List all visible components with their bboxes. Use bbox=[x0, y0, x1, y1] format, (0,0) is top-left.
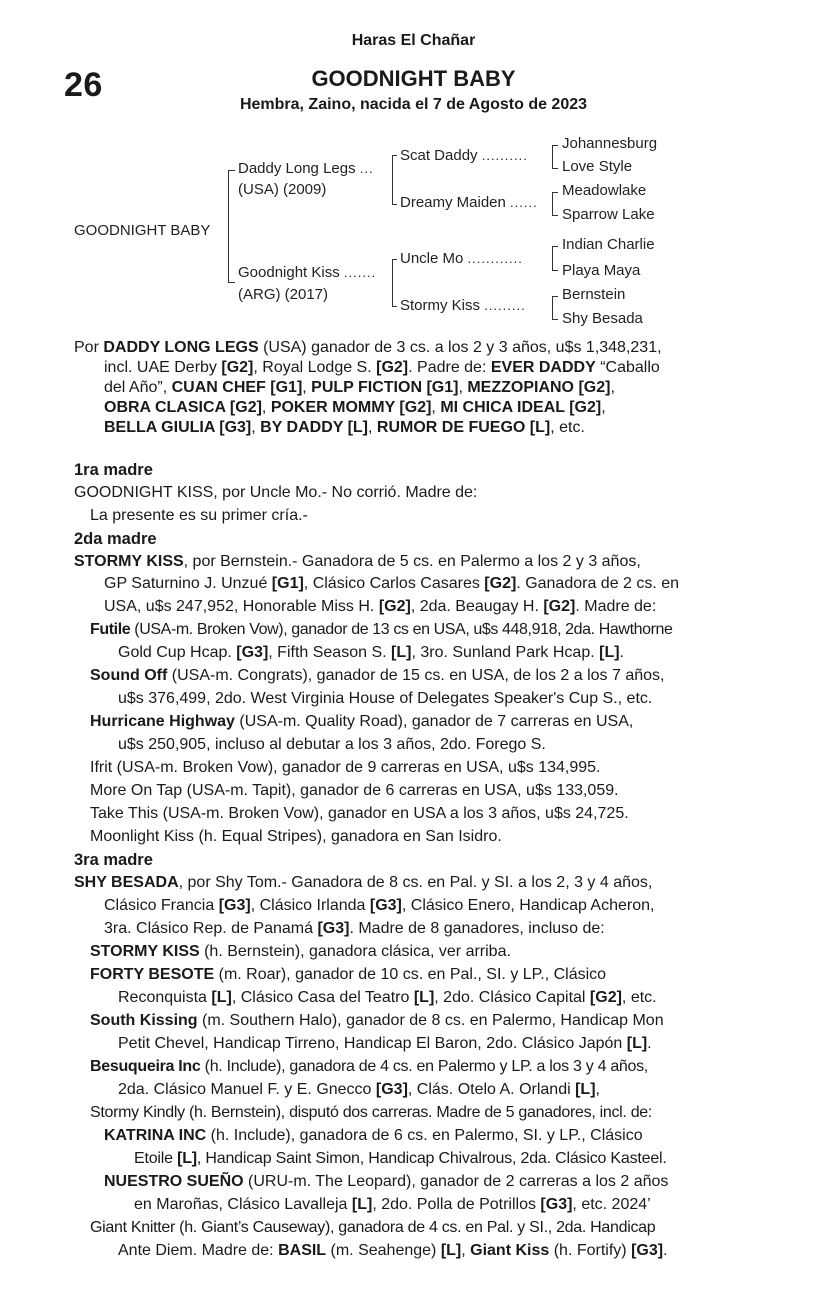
bracket-line bbox=[228, 282, 235, 283]
sire-dam: Dreamy Maiden ...... bbox=[400, 194, 538, 211]
bracket-line bbox=[552, 168, 558, 169]
bracket-line bbox=[552, 246, 558, 247]
horse-name: GOODNIGHT BABY bbox=[311, 66, 516, 91]
text-line: Ifrit (USA-m. Broken Vow), ganador de 9 carreras en USA, u$s 134,995. bbox=[90, 759, 601, 776]
ancestor-8: Shy Besada bbox=[562, 310, 643, 327]
bracket-line bbox=[552, 246, 553, 271]
text-line: Etoile [L], Handicap Saint Simon, Handicap Chivalrous, 2da. Clásico Kasteel. bbox=[134, 1150, 667, 1167]
text-line: STORMY KISS (h. Bernstein), ganadora clásica, ver arriba. bbox=[90, 943, 511, 960]
pedigree-subject: GOODNIGHT BABY bbox=[74, 222, 211, 239]
text-line: Hurricane Highway (USA-m. Quality Road), ganador de 7 carreras en USA, bbox=[90, 713, 634, 730]
bracket-line bbox=[228, 170, 229, 283]
text-line: GOODNIGHT KISS, por Uncle Mo.- No corrió. Madre de: bbox=[74, 484, 478, 501]
text-line: Futile (USA-m. Broken Vow), ganador de 13 cs en USA, u$s 448,918, 2da. Hawthorne bbox=[90, 621, 673, 638]
bracket-line bbox=[392, 306, 397, 307]
text-line: Por DADDY LONG LEGS (USA) ganador de 3 cs. a los 2 y 3 años, u$s 1,348,231, bbox=[74, 339, 662, 356]
text-line: Besuqueira Inc (h. Include), ganadora de 4 cs. en Palermo y LP. a los 3 y 4 años, bbox=[90, 1058, 648, 1075]
dam-dam: Stormy Kiss ......... bbox=[400, 297, 526, 314]
section-heading: 1ra madre bbox=[74, 461, 153, 479]
text-line: OBRA CLASICA [G2], POKER MOMMY [G2], MI CHICA IDEAL [G2], bbox=[104, 399, 606, 416]
text-line: KATRINA INC (h. Include), ganadora de 6 cs. en Palermo, SI. y LP., Clásico bbox=[104, 1127, 643, 1144]
text-line: FORTY BESOTE (m. Roar), ganador de 10 cs. en Pal., SI. y LP., Clásico bbox=[90, 966, 607, 983]
bracket-line bbox=[552, 296, 558, 297]
text-line: GP Saturnino J. Unzué [G1], Clásico Carlos Casares [G2]. Ganadora de 2 cs. en bbox=[104, 575, 680, 592]
bracket-line bbox=[228, 170, 235, 171]
bracket-line bbox=[552, 192, 553, 216]
lot-number: 26 bbox=[64, 66, 103, 104]
bracket-line bbox=[552, 296, 553, 320]
text-line: Giant Knitter (h. Giant’s Causeway), ganadora de 4 cs. en Pal. y SI., 2da. Handicap bbox=[90, 1219, 656, 1236]
text-line: STORMY KISS, por Bernstein.- Ganadora de 5 cs. en Palermo a los 2 y 3 años, bbox=[74, 553, 641, 570]
text-line: Gold Cup Hcap. [G3], Fifth Season S. [L], 3ro. Sunland Park Hcap. [L]. bbox=[118, 644, 624, 661]
farm-name: Haras El Chañar bbox=[351, 32, 476, 49]
text-line: 3ra. Clásico Rep. de Panamá [G3]. Madre de 8 ganadores, incluso de: bbox=[104, 920, 605, 937]
horse-description: Hembra, Zaino, nacida el 7 de Agosto de 2023 bbox=[239, 96, 588, 113]
dam-sire: Uncle Mo ............ bbox=[400, 250, 523, 267]
text-line: en Maroñas, Clásico Lavalleja [L], 2do. Polla de Potrillos [G3], etc. 2024’ bbox=[134, 1196, 651, 1213]
bracket-line bbox=[392, 259, 397, 260]
text-line: incl. UAE Derby [G2], Royal Lodge S. [G2]. Padre de: EVER DADDY “Caballo bbox=[104, 359, 660, 376]
bracket-line bbox=[552, 145, 553, 169]
sire-detail: (USA) (2009) bbox=[238, 181, 327, 198]
text-line: Take This (USA-m. Broken Vow), ganador en USA a los 3 años, u$s 24,725. bbox=[90, 805, 629, 822]
ancestor-7: Bernstein bbox=[562, 286, 626, 303]
text-line: Sound Off (USA-m. Congrats), ganador de 15 cs. en USA, de los 2 a los 7 años, bbox=[90, 667, 665, 684]
text-line: del Año”, CUAN CHEF [G1], PULP FICTION [G1], MEZZOPIANO [G2], bbox=[104, 379, 615, 396]
ancestor-1: Johannesburg bbox=[562, 135, 658, 152]
text-line: BELLA GIULIA [G3], BY DADDY [L], RUMOR DE FUEGO [L], etc. bbox=[104, 419, 585, 436]
text-line: More On Tap (USA-m. Tapit), ganador de 6 carreras en USA, u$s 133,059. bbox=[90, 782, 619, 799]
bracket-line bbox=[552, 215, 558, 216]
section-heading: 3ra madre bbox=[74, 851, 153, 869]
text-line: NUESTRO SUEÑO (URU-m. The Leopard), ganador de 2 carreras a los 2 años bbox=[104, 1173, 669, 1190]
ancestor-3: Meadowlake bbox=[562, 182, 647, 199]
text-line: SHY BESADA, por Shy Tom.- Ganadora de 8 cs. en Pal. y SI. a los 2, 3 y 4 años, bbox=[74, 874, 653, 891]
bracket-line bbox=[392, 155, 393, 205]
sire-sire: Scat Daddy .......... bbox=[400, 147, 528, 164]
text-line: Reconquista [L], Clásico Casa del Teatro [L], 2do. Clásico Capital [G2], etc. bbox=[118, 989, 657, 1006]
sire-name: Daddy Long Legs ... bbox=[238, 160, 374, 177]
bracket-line bbox=[552, 319, 558, 320]
bracket-line bbox=[552, 145, 558, 146]
text-line: 2da. Clásico Manuel F. y E. Gnecco [G3], Clás. Otelo A. Orlandi [L], bbox=[118, 1081, 600, 1098]
dam-name: Goodnight Kiss ....... bbox=[238, 264, 377, 281]
bracket-line bbox=[392, 259, 393, 307]
text-line: Petit Chevel, Handicap Tirreno, Handicap El Baron, 2do. Clásico Japón [L]. bbox=[118, 1035, 652, 1052]
text-line: Clásico Francia [G3], Clásico Irlanda [G3], Clásico Enero, Handicap Acheron, bbox=[104, 897, 655, 914]
text-line: Ante Diem. Madre de: BASIL (m. Seahenge) [L], Giant Kiss (h. Fortify) [G3]. bbox=[118, 1242, 668, 1259]
bracket-line bbox=[392, 204, 397, 205]
ancestor-2: Love Style bbox=[562, 158, 633, 175]
ancestor-5: Indian Charlie bbox=[562, 236, 655, 253]
text-line: u$s 376,499, 2do. West Virginia House of Delegates Speaker's Cup S., etc. bbox=[118, 690, 653, 707]
section-heading: 2da madre bbox=[74, 530, 157, 548]
bracket-line bbox=[552, 192, 558, 193]
bracket-line bbox=[552, 270, 558, 271]
text-line: Stormy Kindly (h. Bernstein), disputó dos carreras. Madre de 5 ganadores, incl. de: bbox=[90, 1104, 653, 1121]
ancestor-6: Playa Maya bbox=[562, 262, 641, 279]
ancestor-4: Sparrow Lake bbox=[562, 206, 655, 223]
dam-detail: (ARG) (2017) bbox=[238, 286, 329, 303]
text-line: South Kissing (m. Southern Halo), ganador de 8 cs. en Palermo, Handicap Mon bbox=[90, 1012, 664, 1029]
bracket-line bbox=[392, 155, 397, 156]
text-line: Moonlight Kiss (h. Equal Stripes), ganadora en San Isidro. bbox=[90, 828, 502, 845]
text-line: USA, u$s 247,952, Honorable Miss H. [G2], 2da. Beaugay H. [G2]. Madre de: bbox=[104, 598, 657, 615]
text-line: La presente es su primer cría.- bbox=[90, 507, 308, 524]
text-line: u$s 250,905, incluso al debutar a los 3 años, 2do. Forego S. bbox=[118, 736, 546, 753]
